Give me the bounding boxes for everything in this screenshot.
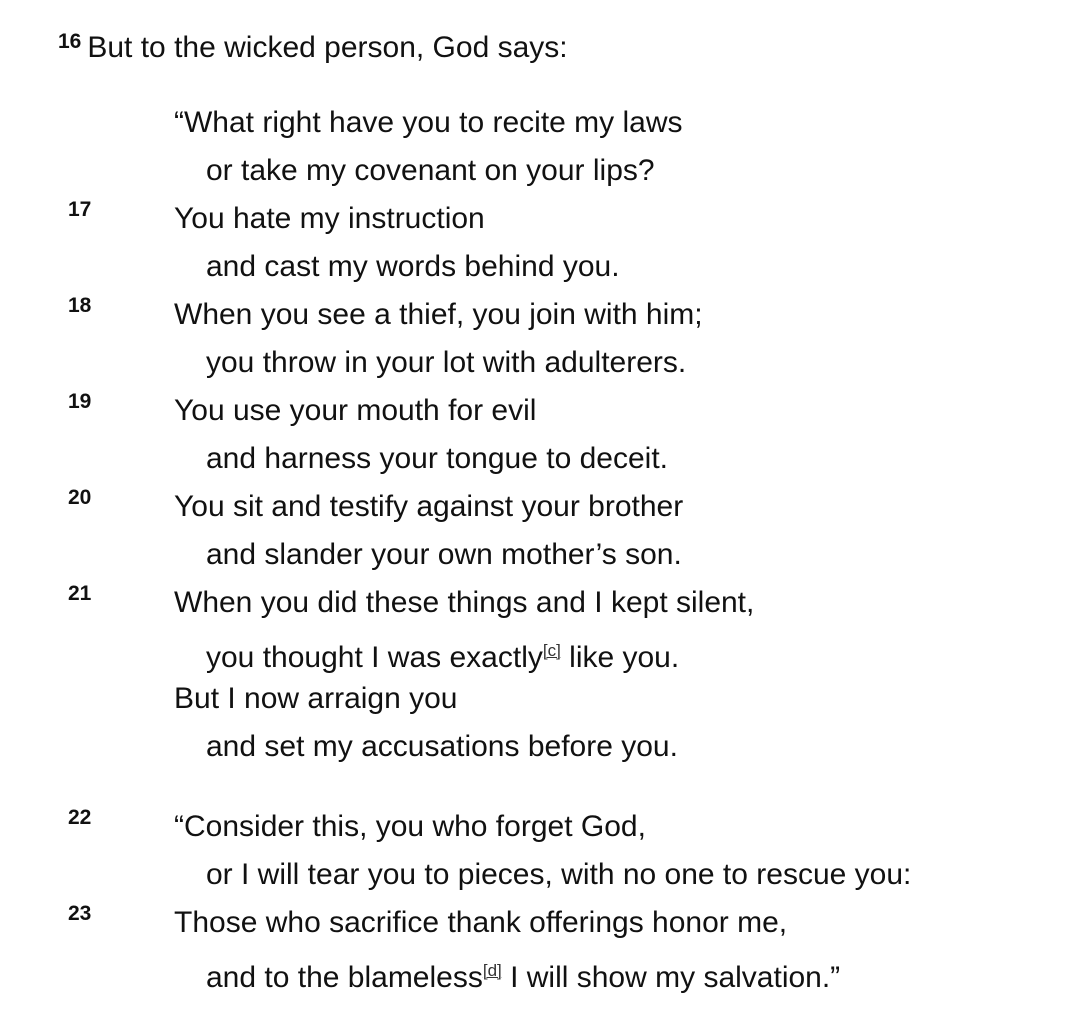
verse-number-23: 23 bbox=[68, 902, 92, 925]
poetry-line-indent bbox=[206, 631, 679, 678]
poetry-line-indent: or take my covenant on your lips? bbox=[206, 154, 655, 187]
poetry-line-indent bbox=[206, 951, 840, 998]
poetry-line: Those who sacrifice thank offerings honor me, bbox=[174, 906, 788, 939]
verse-number-16: 16 bbox=[58, 30, 82, 53]
poetry-line-indent: and cast my words behind you. bbox=[206, 250, 620, 283]
intro-line bbox=[58, 22, 568, 68]
poetry-line-indent: and harness your tongue to deceit. bbox=[206, 442, 668, 475]
poetry-line: “What right have you to recite my laws bbox=[174, 106, 683, 139]
intro-text: But to the wicked person, God says: bbox=[87, 31, 568, 64]
poetry-line: “Consider this, you who forget God, bbox=[174, 810, 646, 843]
poetry-line-indent: and set my accusations before you. bbox=[206, 730, 678, 763]
poetry-line: You hate my instruction bbox=[174, 202, 485, 235]
poetry-line: When you did these things and I kept silent, bbox=[174, 586, 755, 619]
line-text: I will show my salvation.” bbox=[501, 961, 841, 994]
poetry-line: But I now arraign you bbox=[174, 682, 458, 715]
verse-number-19: 19 bbox=[68, 390, 92, 413]
line-text: you thought I was exactly bbox=[206, 641, 543, 674]
footnote-link-d[interactable]: [d] bbox=[482, 961, 502, 980]
footnote-link-c[interactable]: [c] bbox=[542, 641, 561, 660]
verse-number-22: 22 bbox=[68, 806, 92, 829]
verse-number-21: 21 bbox=[68, 582, 92, 605]
poetry-line: When you see a thief, you join with him; bbox=[174, 298, 703, 331]
poetry-line-indent: you throw in your lot with adulterers. bbox=[206, 346, 687, 379]
verse-number-18: 18 bbox=[68, 294, 92, 317]
poetry-line: You sit and testify against your brother bbox=[174, 490, 684, 523]
line-text: like you. bbox=[560, 641, 680, 674]
poetry-line: You use your mouth for evil bbox=[174, 394, 537, 427]
line-text: and to the blameless bbox=[206, 961, 483, 994]
poetry-line-indent: and slander your own mother’s son. bbox=[206, 538, 682, 571]
poetry-line-indent: or I will tear you to pieces, with no one to rescue you: bbox=[206, 858, 912, 891]
verse-number-17: 17 bbox=[68, 198, 92, 221]
verse-number-20: 20 bbox=[68, 486, 92, 509]
